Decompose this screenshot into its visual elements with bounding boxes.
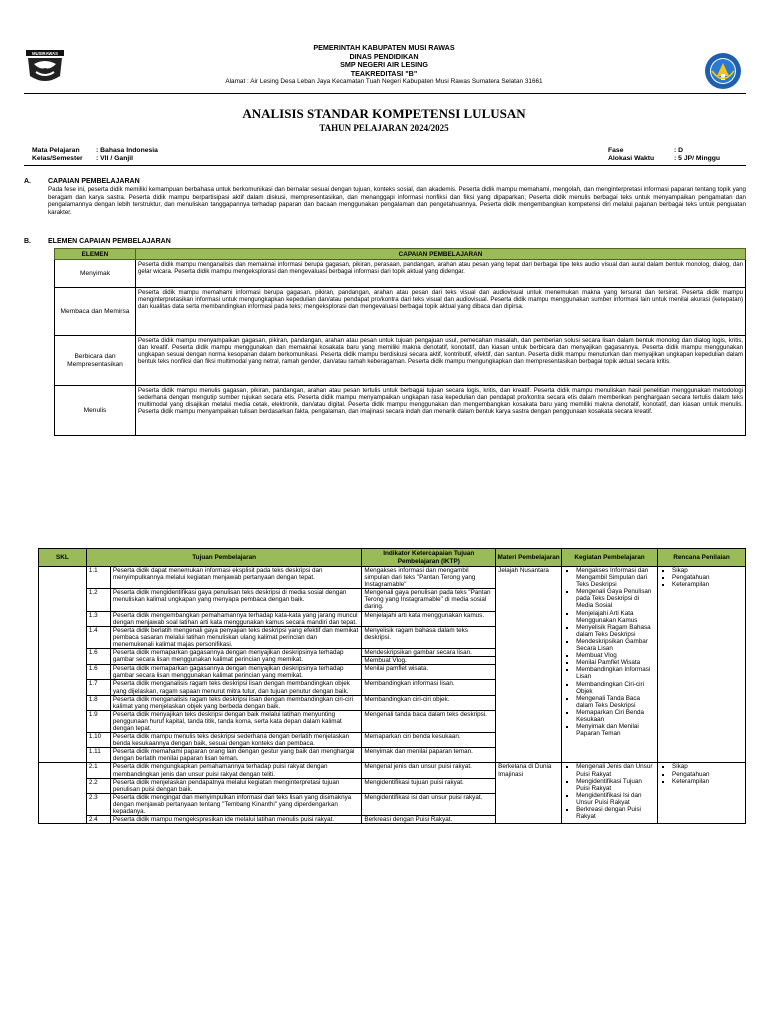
rencana-cell — [658, 763, 746, 824]
list-item: ▪ Mengidentifikasi Isi dan Unsur Puisi Rakyat — [576, 792, 655, 806]
elemen-table — [54, 248, 746, 436]
list-item: ▪ Sikap — [672, 567, 743, 574]
row-number: 1.1 — [86, 567, 110, 589]
iktp-cell: Menjelajahi arti kata menggunakan kamus. — [362, 611, 496, 626]
kegiatan-cell — [562, 763, 658, 824]
elemen-cell: Membaca dan Memirsa — [55, 288, 136, 336]
row-number: 2.3 — [86, 793, 110, 815]
iktp-cell: Memaparkan ciri benda kesukaan. — [362, 733, 496, 748]
header-line1: PEMERINTAH KABUPATEN MUSI RAWAS — [313, 43, 455, 52]
row-number: 1.8 — [86, 695, 110, 710]
tujuan-cell: Peserta didik menjelaskan pendapatnya melalui kegiatan menginterpretasi tujuan penulisan puisi dengan baik. — [110, 778, 362, 793]
list-item: ▪ Menyimak dan Menilai Paparan Teman — [576, 723, 655, 737]
list-item: ▪ Keterampilan — [672, 778, 743, 785]
logo-text: MUSIRAWAS — [32, 51, 58, 56]
tujuan-cell: Peserta didik mengembangkan pemahamannya terhadap kata-kata yang jarang muncul dengan menjawab soal latihan arti kata menggunakan kamus secara mandiri dan tepat. — [110, 611, 362, 626]
skl-table — [38, 548, 746, 824]
iktp-cell: Menyimak dan menilai paparan teman. — [362, 748, 496, 763]
section-a-letter: A. — [24, 178, 31, 185]
capaian-cell: Peserta didik mampu menyampaikan gagasan, pikiran, pandangan, arahan atau pesan untuk tujuan pengajuan usul, pemecahan masalah, dan pemberian solusi secara lisan dalam bentuk monolog dan dialog logis, kritis, dan kreatif. Peserta didik mampu menggunakan dan memaknai kosakata baru yang memiliki makna denotatif, konotatif, dan kiasan untuk berbicara dan menyajikan gagasannya. Peserta didik mampu menggunakan ungkapan sesuai dengan norma kesopanan dalam berkomunikasi. Peserta didik mampu berdiskusi secara aktif, kontributif, efektif, dan santun. Peserta didik mampu menuturkan dan menyajikan ungkapan kepedulian dalam bentuk teks nonfiksi dan fiksi multimodal yang netral, ramah gender, dan/atau ramah keberagaman. Peserta didik mampu mengungkapkan dan mempresentasikan berbagai topik aktual secara kritis. — [136, 336, 746, 386]
row-number: 1.3 — [86, 611, 110, 626]
table-row — [55, 288, 746, 336]
list-item: ▪ Menilai Pamflet Wisata — [576, 659, 655, 666]
tujuan-cell: Peserta didik mengungkapkan pemahamannya terhadap puisi rakyat dengan membandingkan jenis dan unsur puisi rakyat dengan teliti. — [110, 763, 362, 778]
capaian-cell: Peserta didik mampu menulis gagasan, pikiran, pandangan, arahan atau pesan tertulis untuk berbagai tujuan secara logis, kritis, dan kreatif. Peserta didik mampu menuliskan hasil penelitian menggunakan metodologi sederhana dengan mengutip sumber rujukan secara etis. Peserta didik mampu menyampaikan ungkapan rasa kepedulian dan pendapat pro/kontra secara etis dalam memberikan penghargaan secara tertulis dalam teks multimodal yang disajikan melalui media cetak, elektronik, dan/atau digital. Peserta didik mampu menggunakan dan mengembangkan kosakata baru yang memiliki makna denotatif, konotatif, dan kiasan untuk menulis. Peserta didik mampu menyampaikan tulisan berdasarkan fakta, pengalaman, dan imajinasi secara indah dan menarik dalam bentuk karya sastra dengan penggunaan kosakata secara kreatif. — [136, 386, 746, 436]
table-row — [55, 386, 746, 436]
col-capaian: CAPAIAN PEMBELAJARAN — [136, 249, 746, 260]
col-elemen: ELEMEN — [55, 249, 136, 260]
list-item: ▪ Memaparkan Ciri Benda Kesukaan — [576, 709, 655, 723]
iktp-cell: Mengenali gaya penulisan pada teks "Pantan Terong yang Instagramable" di media sosial daring. — [362, 589, 496, 611]
col-iktp: Indikator Ketercapaian Tujuan Pembelajaran (IKTP) — [362, 549, 496, 567]
iktp-cell: Menilai pamflet wisata. — [362, 665, 496, 680]
list-item: ▪ Sikap — [672, 763, 743, 770]
list-item: ▪ Membuat Vlog — [576, 652, 655, 659]
elemen-cell: Menulis — [55, 386, 136, 436]
col-tujuan: Tujuan Pembelajaran — [86, 549, 361, 567]
tujuan-cell: Peserta didik memaparkan gagasannya dengan menyajikan deskripsinya terhadap gambar secara lisan menggunakan kalimat perincian yang memikat. — [110, 665, 362, 680]
table-row — [55, 336, 746, 386]
meta-divider — [24, 165, 746, 166]
row-number: 2.1 — [86, 763, 110, 778]
rencana-cell — [658, 567, 746, 763]
kegiatan-cell — [562, 567, 658, 763]
elemen-cell: Berbicara dan Mempresentasikan — [55, 336, 136, 386]
iktp-cell: Mengidentifikasi tujuan puisi rakyat. — [362, 778, 496, 793]
tujuan-cell: Peserta didik menganalisis ragam teks deskripsi lisan dengan membandingkan objek yang dijelaskan, ragam sapaan menurut mitra tutur, dan tujuan penutur dengan baik. — [110, 680, 362, 695]
list-item: ▪ Menjelajahi Arti Kata Menggunakan Kamus — [576, 610, 655, 624]
list-item: ▪ Menyelisik Ragam Bahasa dalam Teks Deskripsi — [576, 624, 655, 638]
iktp-cell: Mengenal jenis dan unsur puisi rakyat. — [362, 763, 496, 778]
list-item: ▪ Mengidentifikasi Tujuan Puisi Rakyat — [576, 778, 655, 792]
row-number: 1.11 — [86, 748, 110, 763]
meta-left — [32, 147, 158, 163]
row-number: 1.10 — [86, 733, 110, 748]
kelas-value: : VII / Ganjil — [96, 155, 134, 162]
table-row — [39, 567, 746, 589]
row-number: 2.4 — [86, 816, 110, 824]
tujuan-cell: Peserta didik memaparkan gagasannya dengan menyajikan deskripsinya terhadap gambar secara lisan menggunakan kalimat perincian yang memikat. — [110, 649, 362, 665]
iktp-cell: Menyelisik ragam bahasa dalam teks deskripsi. — [362, 626, 496, 648]
tujuan-cell: Peserta didik berlatih mengenali gaya penyajian teks deskripsi yang efektif dan memikat pembaca sasaran melalui latihan menuliskan ulang kalimat perincian dan menemukenali kalimat majas personifikasi. — [110, 626, 362, 648]
capaian-cell: Peserta didik mampu menganalisis dan memaknai informasi berupa gagasan, pikiran, perasaan, pandangan, arahan atau pesan yang tepat dari berbagai tipe teks audio visual dan aural dalam bentuk monolog, dialog, dan gelar wicara. Peserta didik mampu mengeksplorasi dan mengevaluasi berbagai informasi dari topik aktual yang didengar. — [136, 260, 746, 288]
tujuan-cell: Peserta didik mengingat dan menyimpulkan informasi dari teks lisan yang disimaknya dengan menjawab pertanyaan tentang "Tembang Kinanthi" yang diperdengarkan kepadanya. — [110, 793, 362, 815]
table-row — [39, 763, 746, 778]
table-row — [55, 260, 746, 288]
row-number: 1.7 — [86, 680, 110, 695]
list-item: ▪ Mendeskripsikan Gambar Secara Lisan — [576, 638, 655, 652]
row-number: 1.6 — [86, 649, 110, 665]
document-title: ANALISIS STANDAR KOMPETENSI LULUSAN — [242, 106, 526, 121]
col-kegiatan: Kegiatan Pembelajaran — [562, 549, 658, 567]
col-rencana: Rencana Penilaian — [658, 549, 746, 567]
list-item: ▪ Membandingkan Informasi Lisan — [576, 666, 655, 680]
mapel-value: : Bahasa Indonesia — [96, 147, 158, 154]
materi-cell: Berkelana di Dunia Imajinasi — [496, 763, 562, 824]
row-number: 1.4 — [86, 626, 110, 648]
row-number: 1.2 — [86, 589, 110, 611]
list-item: ▪ Berkreasi dengan Puisi Rakyat — [576, 806, 655, 820]
tujuan-cell: Peserta didik mampu mengekspresikan ide melalui latihan menulis puisi rakyat. — [110, 816, 362, 824]
list-item: ▪ Mengakses Informasi dan Mengambil Simpulan dari Teks Deskripsi — [576, 567, 655, 588]
iktp-part: Membuat Vlog. — [364, 657, 407, 665]
header-divider — [24, 93, 746, 94]
section-b-heading: ELEMEN CAPAIAN PEMBELAJARAN — [48, 238, 171, 245]
tujuan-cell: Peserta didik mengidentifikasi gaya penulisan teks deskripsi di media sosial dengan menuliskan kalimat ungkapan yang menyapa pembaca dengan baik. — [110, 589, 362, 611]
letterhead — [0, 44, 768, 87]
iktp-cell: Mengakses informasi dan mengambil simpulan dari teks "Pantan Terong yang Instagramable" — [362, 567, 496, 589]
list-item: ▪ Membandingkan Ciri-ciri Objek — [576, 681, 655, 695]
tujuan-cell: Peserta didik memahami paparan orang lain dengan gestur yang baik dan menghargai dengan berlatih menilai paparan lisan teman. — [110, 748, 362, 763]
iktp-cell: Membandingkan ciri-ciri objek. — [362, 695, 496, 710]
row-number: 1.9 — [86, 710, 110, 732]
section-a-heading: CAPAIAN PEMBELAJARAN — [48, 178, 140, 185]
row-number: 1.6 — [86, 665, 110, 680]
col-materi: Materi Pembelajaran — [496, 549, 562, 567]
list-item: ▪ Pengatahuan — [672, 574, 743, 581]
col-skl: SKL — [39, 549, 87, 567]
header-line3: SMP NEGERI AIR LESING — [340, 60, 428, 70]
elemen-cell: Menyimak — [55, 260, 136, 288]
header-line2: DINAS PENDIDIKAN — [349, 51, 419, 61]
iktp-cell: Berkreasi dengan Puisi Rakyat. — [362, 816, 496, 824]
tujuan-cell: Peserta didik menyajikan teks deskripsi dengan baik melalui latihan menyunting penggunaan huruf kapital, tanda titik, tanda koma, serta kata depan dalam kalimat dengan tepat. — [110, 710, 362, 732]
alokasi-label: Alokasi Waktu — [608, 155, 655, 162]
tujuan-cell: Peserta didik mampu menulis teks deskripsi sederhana dengan berlatih menjelaskan benda kesukaannya dengan baik, sesuai dengan konteks dan pembaca. — [110, 733, 362, 748]
skl-cell — [39, 567, 87, 763]
capaian-cell: Peserta didik mampu memahami informasi berupa gagasan, pikiran, pandangan, arahan atau pesan dari teks visual dan audiovisual untuk menemukan makna yang tersurat dan tersirat. Peserta didik mampu menginterpretasikan informasi untuk mengungkapkan kepedulian dan/atau pendapat pro/kontra dari teks visual dan audiovisual. Peserta didik mampu menggunakan sumber informasi lain untuk menilai akurasi (ketepatan) dan kualitas data serta membandingkan informasi pada teks; mengeksplorasi dan mengevaluasi berbagai topik aktual yang dibaca dan dipirsa. — [136, 288, 746, 336]
mapel-label: Mata Pelajaran — [32, 147, 80, 154]
document-subtitle: TAHUN PELAJARAN 2024/2025 — [319, 123, 449, 133]
list-item: ▪ Pengatahuan — [672, 771, 743, 778]
fase-label: Fase — [608, 147, 624, 154]
section-a-text: Pada fese ini, peserta didik memiliki kemampuan berbahasa untuk berkomunikasi dan bernalar sesuai dengan tujuan, konteks sosial, dan akademis. Peserta didik mampu memahami, mengolah, dan menginterpretasi informasi paparan tentang topik yang beragam dan karya sastra. Peserta didik mampu berpartisipasi aktif dalam diskusi, mempresentasikan, dan menanggapi informasi nonfiksi dan fiksi yang dipaparkan; Peserta didik menulis berbagai teks untuk menyampaikan pengamatan dan pengalamannya dengan lebih terstruktur, dan menuliskan tanggapannya terhadap paparan dan bacaan menggunakan pengalaman dan pengetahuannya. Peserta didik mengembangkan kompetensi diri melalui pajanan berbagai teks untuk penguatan karakter. — [48, 186, 746, 216]
tujuan-cell: Peserta didik dapat menemukan informasi eksplisit pada teks deskripsi dan menyimpulkannya melalui kegiatan menjawab pertanyaan dengan tepat. — [110, 567, 362, 589]
alokasi-value: : 5 JP/ Minggu — [674, 155, 721, 162]
list-item: ▪ Mengenali Jenis dan Unsur Puisi Rakyat — [576, 763, 655, 777]
meta-right — [608, 147, 720, 163]
list-item: ▪ Mengenali Tanda Baca dalam Teks Deskripsi — [576, 695, 655, 709]
iktp-part: Mendeskripsikan gambar secara lisan. — [362, 649, 495, 657]
section-b-letter: B. — [24, 238, 31, 245]
header-address: Alamat : Air Lesing Desa Leban Jaya Kecamatan Tuah Negeri Kabupaten Musi Rawas Sumatera Selatan 31661 — [225, 78, 543, 86]
iktp-cell: Membandingkan informasi lisan. — [362, 680, 496, 695]
row-number: 2.2 — [86, 778, 110, 793]
iktp-cell: Mengidentifikasi isi dan unsur puisi rakyat. — [362, 793, 496, 815]
tujuan-cell: Peserta didik menganalisis ragam teks deskripsi lisan dengan membandingkan ciri-ciri kalimat yang menjelaskan objek yang berbeda dengan baik. — [110, 695, 362, 710]
list-item: ▪ Mengenali Gaya Penulisan pada Teks Deskripsi di Media Sosial — [576, 588, 655, 609]
header-line4: TEAKREDITASI "B" — [350, 68, 418, 78]
iktp-cell — [362, 649, 496, 665]
kelas-label: Kelas/Semester — [32, 155, 83, 162]
skl-cell — [39, 763, 87, 824]
fase-value: : D — [674, 147, 684, 154]
materi-cell: Jelajah Nusantara — [496, 567, 562, 763]
list-item: ▪ Keterampilan — [672, 581, 743, 588]
iktp-cell: Mengenali tanda baca dalam teks deskripsi. — [362, 710, 496, 732]
